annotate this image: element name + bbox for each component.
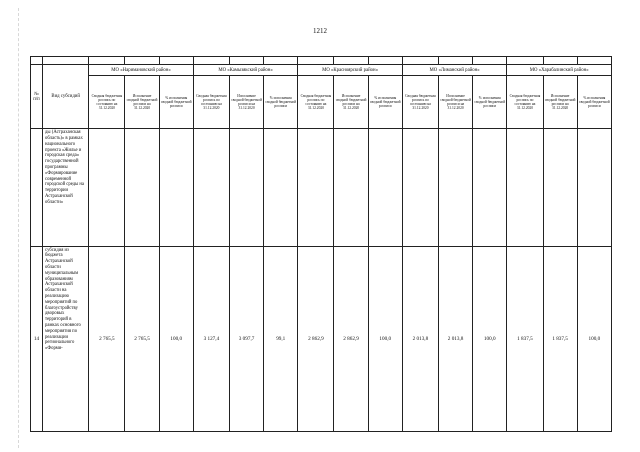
region-header: МО «Харабалинский район» [507,65,612,75]
region-header-row [31,65,612,75]
percent-header: % исполнения сводной бюджетной росписи [473,75,507,128]
row-description: ды (Астраханская область)» в рамках национального проекта «Жилье и городская среда» государственной программы «Формирование современной городской среды на территории Астраханской области» [43,129,89,246]
value-cell: 2 013,8 [439,246,473,431]
table-row [31,246,612,431]
value-cell: 2 862,9 [334,246,368,431]
value-cell [577,129,611,246]
value-cell: 2 862,9 [298,246,334,431]
budget-plan-header: Сводная бюджетная роспись по состоянию на 31.12.2020 [298,75,334,128]
value-cell: 100,0 [159,246,193,431]
budget-plan-header: Сводная бюджетная роспись по состоянию на 31.12.2020 [402,75,438,128]
value-cell: 3 097,7 [229,246,263,431]
value-cell: 3 127,4 [193,246,229,431]
budget-plan-header: Сводная бюджетная роспись по состоянию на 31.12.2020 [89,75,125,128]
percent-header: % исполнения сводной бюджетной росписи [368,75,402,128]
scan-margin-line [18,8,19,448]
value-cell [264,129,298,246]
execution-header: Исполнение сводной бюджетной росписи на 31.12.2020 [334,75,368,128]
index-column-header: № п/п [31,65,43,129]
value-cell: 1 837,5 [507,246,543,431]
region-header: МО «Наримановский район» [89,65,194,75]
measure-header-row [31,75,612,128]
region-header: МО «Лиманский район» [402,65,507,75]
value-cell [402,129,438,246]
table-top-border-row [31,57,612,65]
value-cell: 100,0 [577,246,611,431]
value-cell: 100,0 [368,246,402,431]
value-cell [334,129,368,246]
value-cell: 99,1 [264,246,298,431]
value-cell: 2 765,5 [125,246,159,431]
value-cell [229,129,263,246]
value-cell: 2 013,8 [402,246,438,431]
value-cell [543,129,577,246]
value-cell [368,129,402,246]
row-index [31,129,43,246]
value-cell [159,129,193,246]
type-column-header: Вид субсидий [43,65,89,129]
budget-table [30,56,612,432]
region-header: МО «Камызякский район» [193,65,298,75]
value-cell: 100,0 [473,246,507,431]
execution-header: Исполнение сводной бюджетной росписи на 31.12.2020 [543,75,577,128]
percent-header: % исполнения сводной бюджетной росписи [264,75,298,128]
value-cell [473,129,507,246]
execution-header: Исполнение сводной бюджетной росписи на 31.12.2020 [125,75,159,128]
value-cell [89,129,125,246]
execution-header: Исполнение сводной бюджетной росписи на 31.12.2020 [229,75,263,128]
percent-header: % исполнения сводной бюджетной росписи [159,75,193,128]
percent-header: % исполнения сводной бюджетной росписи [577,75,611,128]
page-number: 1212 [313,27,327,35]
budget-plan-header: Сводная бюджетная роспись по состоянию на 31.12.2020 [507,75,543,128]
value-cell [507,129,543,246]
value-cell [439,129,473,246]
value-cell [125,129,159,246]
row-description: субсидия из бюджета Астраханской области муниципальным образованиям Астраханской области на реализацию мероприятий по благоустройству дворовых территорий в рамках основного мероприятия по реализации регионального «Форми- [43,246,89,431]
value-cell: 2 765,5 [89,246,125,431]
value-cell [193,129,229,246]
row-index: 14 [31,246,43,431]
budget-plan-header: Сводная бюджетная роспись по состоянию на 31.12.2020 [193,75,229,128]
value-cell [298,129,334,246]
table-row [31,129,612,246]
region-header: МО «Красноярский район» [298,65,403,75]
value-cell: 1 837,5 [543,246,577,431]
execution-header: Исполнение сводной бюджетной росписи на 31.12.2020 [439,75,473,128]
